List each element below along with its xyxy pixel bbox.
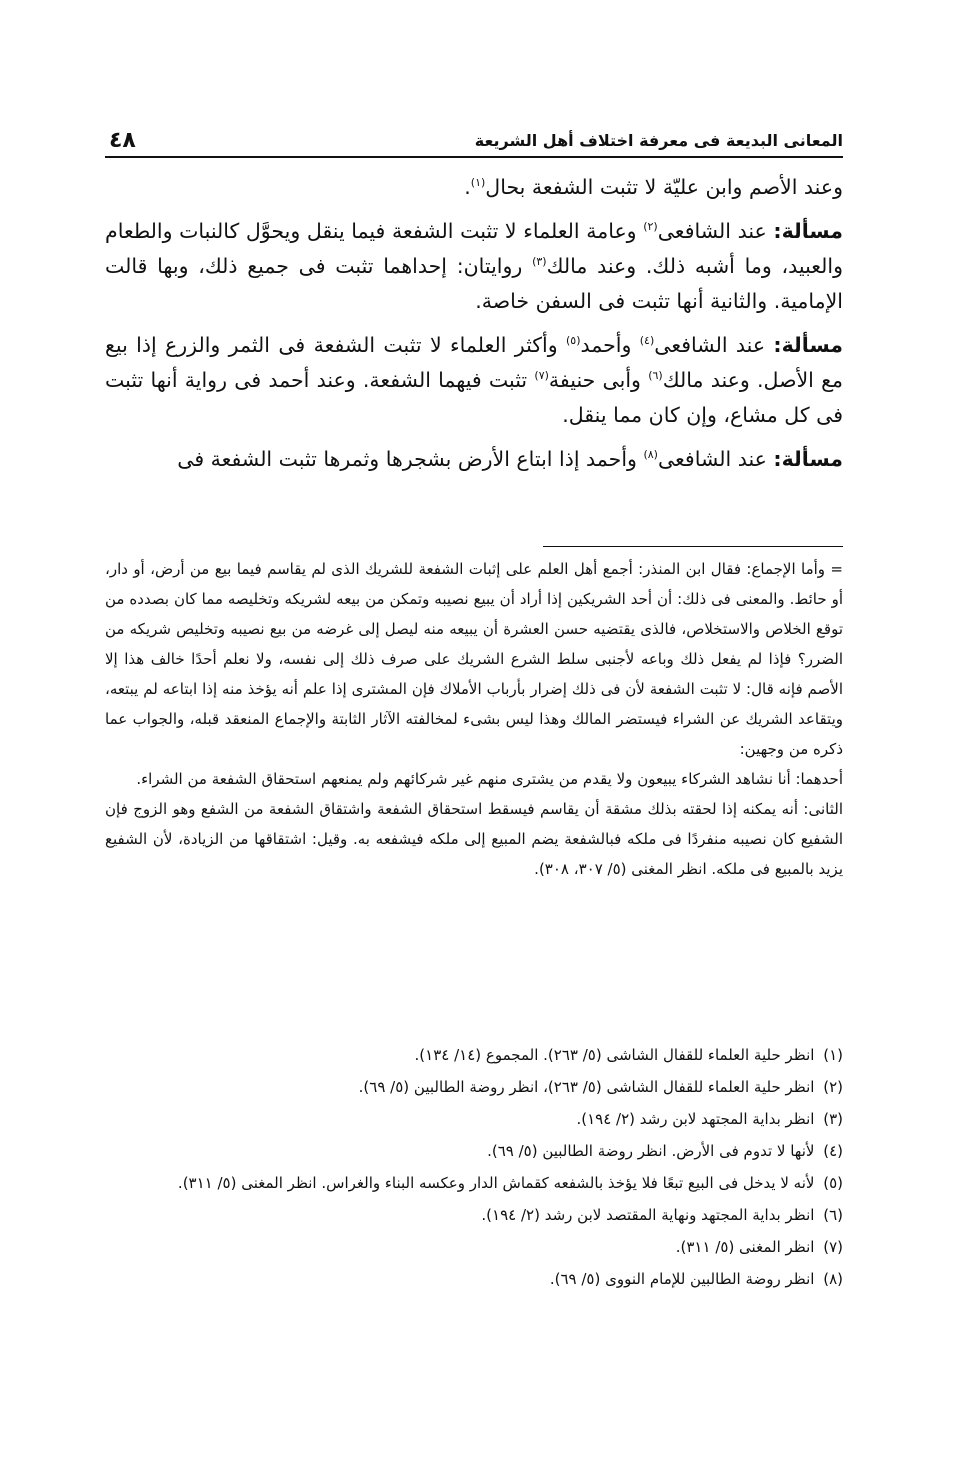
masala-label: مسألة:	[773, 333, 843, 357]
footnote-item	[105, 1105, 843, 1133]
continuation-paragraph: = وأما الإجماع: فقال ابن المنذر: أجمع أهل العلم على إثبات الشفعة للشريك الذى لم يقاسم فيما بيع من أرض، أو دار، أو حائط. والمعنى فى ذلك: أن أحد الشريكين إذا أراد أن يبيع نصيبه وتمكن من بيعه لشريكه وتخليصه مما كان بصدده من توقع الخلاص والاستخلاص، فالذى يقتضيه حسن العشرة أن يبيعه منه ليصل إلى غرضه من بيع نصيبه وتخليص شريكه من الضرر؟ فإذا لم يفعل ذلك وباعه لأجنبى سلط الشرع الشريك على صرف ذلك إلى نفسه، ولا نعلم أحدًا خالف هذا إلا الأصم فإنه قال: لا تثبت الشفعة لأن فى ذلك إضرار بأرباب الأملاك فإن المشترى إذا علم أنه يؤخذ منه إذا ابتاعه لم يبتعه، ويتقاعد الشريك عن الشراء فيستضر المالك وهذا ليس بشىء لمخالفته الآثار الثابتة والإجماع المنعقد قبله، والجواب عما ذكره من وجهين:	[105, 560, 843, 758]
footnote-separator	[543, 546, 843, 547]
footnote-number: (٥)	[823, 1174, 843, 1192]
masala-paragraph-2	[105, 328, 843, 433]
footnote-number: (٤)	[823, 1142, 843, 1160]
footnote-item	[105, 1233, 843, 1261]
footnote-item	[105, 1137, 843, 1165]
masala-text: وأبى حنيفة	[548, 368, 649, 392]
opening-paragraph	[105, 170, 843, 205]
page-header	[105, 126, 843, 154]
footnote-text: لأنها لا تدوم فى الأرض. انظر روضة الطالبين (٥/ ٦٩).	[487, 1142, 815, 1160]
opening-end: .	[464, 175, 471, 199]
footnote-item	[105, 1201, 843, 1229]
footnote-text: لأنه لا يدخل فى البيع تبعًا فلا يؤخذ بالشفعه كقماش الدار وعكسه البناء والغراس. انظر المغنى (٥/ ٣١١).	[177, 1174, 815, 1192]
footnote-ref: (١)	[470, 176, 486, 190]
footnote-item	[105, 1265, 843, 1293]
header-rule	[105, 156, 843, 158]
masala-text: تثبت فيهما الشفعة. وعند أحمد فى رواية أنها تثبت فى كل مشاع، وإن كان مما ينقل.	[105, 368, 843, 427]
footnote-ref: (٦)	[648, 369, 663, 383]
footnote-number: (٧)	[823, 1238, 843, 1256]
running-title: المعانى البديعة فى معرفة اختلاف أهل الشريعة	[474, 130, 843, 150]
masala-label: مسألة:	[773, 447, 843, 471]
masala-text: وأكثر العلماء لا تثبت الشفعة فى الثمر والزرع إذا بيع مع الأصل. وعند مالك	[105, 333, 844, 392]
footnote-text: انظر المغنى (٥/ ٣١١).	[675, 1238, 815, 1256]
footnote-ref: (٨)	[643, 448, 658, 462]
footnote-continuation	[105, 554, 843, 884]
footnote-ref: (٧)	[534, 369, 549, 383]
continuation-paragraph: الثانى: أنه يمكنه إذا لحقته بذلك مشقة أن يقاسم فيسقط استحقاق الشفعة واشتقاق الشفعة من الشفع وهو الزوج فإن الشفيع كان نصيبه منفردًا فى ملكه فبالشفعة يضم المبيع إلى ملكه فيشفعه به. وقيل: اشتقاقها من الزيادة، لأن الشفيع يزيد بالمبيع فى ملكه. انظر المغنى (٥/ ٣٠٧، ٣٠٨).	[105, 800, 843, 878]
masala-text: وأحمد	[580, 333, 640, 357]
footnote-number: (٦)	[823, 1206, 843, 1224]
footnote-item	[105, 1041, 843, 1069]
masala-text: عند الشافعى	[657, 219, 774, 243]
footnote-number: (٣)	[823, 1110, 843, 1128]
footnote-text: انظر روضة الطالبين للإمام النووى (٥/ ٦٩).	[549, 1270, 815, 1288]
footnote-ref: (٣)	[532, 255, 547, 269]
footnote-text: انظر حلية العلماء للقفال الشاشى (٥/ ٢٦٣). المجموع (١٤/ ١٣٤).	[414, 1046, 815, 1064]
book-page	[105, 0, 843, 1481]
masala-text: عند الشافعى	[657, 447, 774, 471]
continuation-paragraph: أحدهما: أنا نشاهد الشركاء يبيعون ولا يقدم من يشترى منهم غير شركائهم ولم يمنعهم استحقاق الشفعة من الشراء.	[136, 770, 843, 788]
masala-text: عند الشافعى	[654, 333, 774, 357]
masala-paragraph-1	[105, 214, 843, 319]
footnotes-list	[105, 1041, 843, 1297]
masala-text: روايتان: إحداهما تثبت فى جميع ذلك، وبها قالت الإمامية. والثانية أنها تثبت فى السفن خاصة.	[105, 254, 843, 313]
footnote-text: انظر بداية المجتهد ونهاية المقتصد لابن رشد (٢/ ١٩٤).	[481, 1206, 815, 1224]
masala-text: وعامة العلماء لا تثبت الشفعة فيما ينقل ويحوَّل كالنبات والطعام والعبيد، وما أشبه ذلك. وعند مالك	[105, 219, 843, 278]
masala-label: مسألة:	[773, 219, 843, 243]
footnote-item	[105, 1169, 843, 1197]
footnote-text: انظر حلية العلماء للقفال الشاشى (٥/ ٢٦٣)، انظر روضة الطالبين (٥/ ٦٩).	[358, 1078, 815, 1096]
masala-paragraph-3	[105, 442, 843, 477]
footnote-ref: (٢)	[643, 220, 658, 234]
footnote-item	[105, 1073, 843, 1101]
masala-text: وأحمد إذا ابتاع الأرض بشجرها وثمرها تثبت الشفعة فى	[177, 447, 644, 471]
footnote-number: (١)	[823, 1046, 843, 1064]
opening-text: وعند الأصم وابن عليّة لا تثبت الشفعة بحال	[485, 175, 843, 199]
footnote-number: (٢)	[823, 1078, 843, 1096]
main-text	[105, 170, 843, 486]
page-number: ٤٨	[109, 127, 136, 153]
footnote-number: (٨)	[823, 1270, 843, 1288]
footnote-ref: (٤)	[639, 334, 655, 348]
footnote-ref: (٥)	[565, 334, 581, 348]
footnote-text: انظر بداية المجتهد لابن رشد (٢/ ١٩٤).	[576, 1110, 815, 1128]
